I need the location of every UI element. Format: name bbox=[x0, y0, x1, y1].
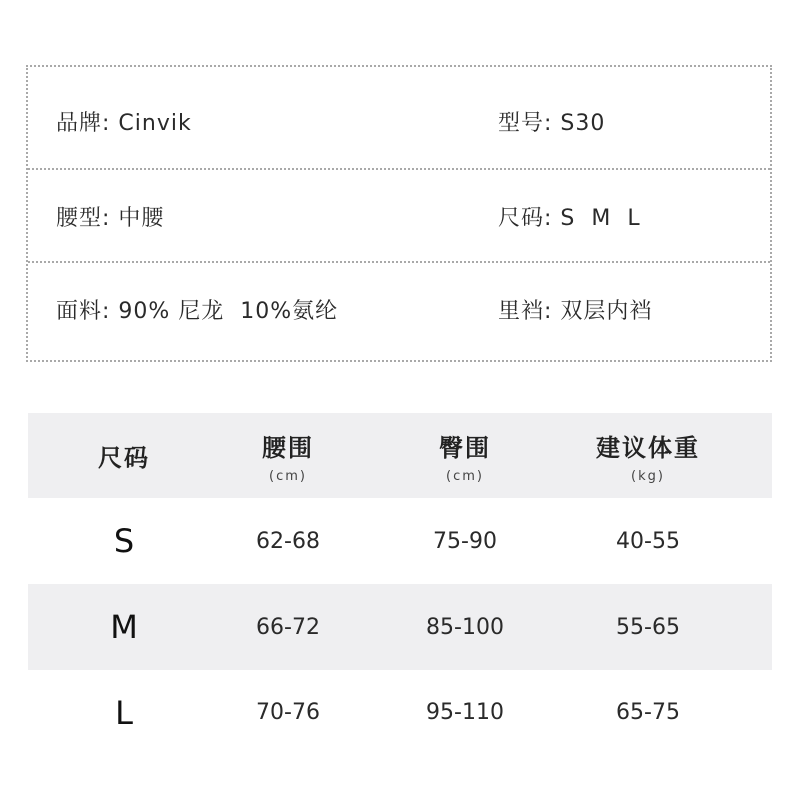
header-label: 腰围 bbox=[262, 433, 314, 462]
header-unit: (cm) bbox=[446, 468, 484, 484]
header-unit: (kg) bbox=[631, 468, 665, 484]
table-row bbox=[28, 498, 772, 584]
header-size bbox=[98, 413, 150, 498]
size-chart-table bbox=[28, 413, 772, 755]
weight-cell: 65-75 bbox=[616, 700, 680, 725]
product-spec-box bbox=[26, 65, 772, 362]
header-label: 尺码 bbox=[98, 444, 150, 472]
table-row bbox=[28, 584, 772, 670]
header-label: 臀围 bbox=[439, 433, 491, 462]
table-header-row bbox=[28, 413, 772, 498]
size-cell: M bbox=[110, 608, 138, 646]
header-label: 建议体重 bbox=[596, 433, 700, 462]
waist-cell: 66-72 bbox=[256, 614, 320, 640]
spec-sizes: 尺码: S M L bbox=[498, 206, 641, 231]
size-cell: S bbox=[113, 522, 135, 560]
hip-cell: 85-100 bbox=[426, 614, 504, 640]
spec-row bbox=[28, 168, 770, 263]
waist-cell: 62-68 bbox=[256, 528, 320, 554]
spec-fabric: 面料: 90% 尼龙 10%氨纶 bbox=[56, 299, 339, 324]
header-unit: (cm) bbox=[269, 468, 307, 484]
hip-cell: 95-110 bbox=[426, 700, 504, 725]
spec-lining: 里裆: 双层内裆 bbox=[498, 299, 653, 324]
size-cell: L bbox=[115, 693, 133, 732]
header-waist bbox=[262, 413, 314, 498]
spec-row bbox=[28, 75, 770, 168]
weight-cell: 55-65 bbox=[616, 614, 680, 640]
hip-cell: 75-90 bbox=[433, 528, 497, 554]
header-weight bbox=[596, 413, 700, 498]
spec-model: 型号: S30 bbox=[498, 111, 606, 136]
spec-row bbox=[28, 261, 770, 358]
header-hip bbox=[439, 413, 491, 498]
waist-cell: 70-76 bbox=[256, 700, 320, 725]
weight-cell: 40-55 bbox=[616, 528, 680, 554]
table-row bbox=[28, 670, 772, 755]
spec-brand: 品牌: Cinvik bbox=[56, 111, 192, 136]
spec-waist-type: 腰型: 中腰 bbox=[56, 206, 165, 231]
